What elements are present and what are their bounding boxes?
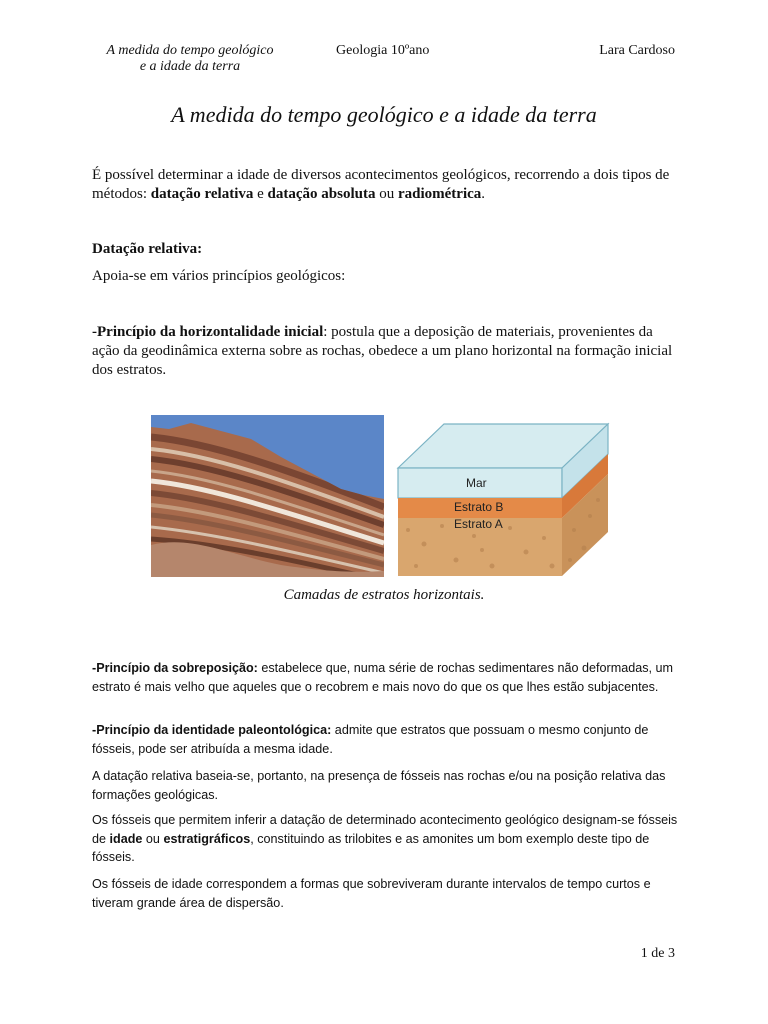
index-fossils-text: , constituindo as trilobites e as amonites um bom exemplo deste tipo de fósseis.: [92, 831, 650, 864]
intro-text: e: [253, 186, 268, 202]
header-doc-title: [100, 43, 280, 75]
principle-paleontological-text: admite que estratos que possuam o mesmo conjunto de fósseis, pode ser atribuída a mesma idade.: [92, 723, 649, 756]
principle-superposition: [92, 659, 682, 696]
strata-block-diagram: [394, 420, 610, 580]
header-subject: Geologia 10ºano: [336, 43, 430, 58]
principle-horizontality: [92, 323, 682, 380]
principle-superposition-text: estabelece que, numa série de rochas sedimentares não deformadas, um estrato é mais velho que aqueles que o recobrem e mais novo do que os que lhes estão subjacentes.: [92, 661, 673, 694]
paragraph-age-fossils: Os fósseis de idade correspondem a formas que sobreviveram durante intervalos de tempo curtos e tiveram grande área de dispersão.: [92, 877, 651, 910]
intro-paragraph: [92, 166, 682, 204]
header-doc-title-line1: A medida do tempo geológico: [106, 43, 274, 58]
intro-text: .: [481, 186, 486, 202]
label-stratum-b: Estrato B: [454, 500, 504, 514]
principle-horizontality-text: : postula que a deposição de materiais, provenientes da ação da geodinâmica externa sobre as rochas, obedece a um plano horizontal na formação inicial dos estratos.: [92, 324, 673, 378]
principle-paleontological-identity: [92, 721, 682, 758]
section-heading-text: Datação relativa:: [92, 241, 203, 257]
index-fossils-text: Os fósseis que permitem inferir a datação de determinado acontecimento geológico designam-se fósseis de: [92, 813, 678, 846]
header-author: Lara Cardoso: [599, 43, 675, 58]
principle-paleontological-title: -Princípio da identidade paleontológica:: [92, 723, 332, 737]
index-fossils-text: ou: [142, 831, 164, 846]
paragraph-index-fossils: [92, 811, 682, 867]
section-heading: [92, 240, 682, 259]
intro-term-relative: datação relativa: [150, 186, 254, 202]
index-fossils-term-stratigraphic: estratigráficos: [163, 831, 251, 846]
label-sea: Mar: [466, 476, 487, 490]
principle-horizontality-title: -Princípio da horizontalidade inicial: [92, 324, 324, 340]
page-title: A medida do tempo geológico e a idade da terra: [171, 102, 597, 127]
intro-text: ou: [375, 186, 398, 202]
intro-term-radiometric: radiométrica: [397, 186, 482, 202]
figure-caption: Camadas de estratos horizontais.: [283, 587, 485, 603]
intro-term-absolute: datação absoluta: [267, 186, 376, 202]
label-stratum-a: Estrato A: [454, 517, 503, 531]
page-number: 1 de 3: [640, 946, 675, 961]
index-fossils-term-age: idade: [109, 831, 143, 846]
paragraph-relative-dating: A datação relativa baseia-se, portanto, na presença de fósseis nas rochas e/ou na posição relativa das formações geológicas.: [92, 769, 666, 802]
principle-superposition-title: -Princípio da sobreposição:: [92, 661, 258, 675]
header-doc-title-line2: e a idade da terra: [139, 59, 241, 74]
section-intro: Apoia-se em vários princípios geológicos:: [92, 268, 346, 284]
intro-text: É possível determinar a idade de diversos acontecimentos geológicos, recorrendo a dois tipos de métodos:: [92, 167, 670, 202]
strata-cliff-photo: [151, 415, 384, 577]
